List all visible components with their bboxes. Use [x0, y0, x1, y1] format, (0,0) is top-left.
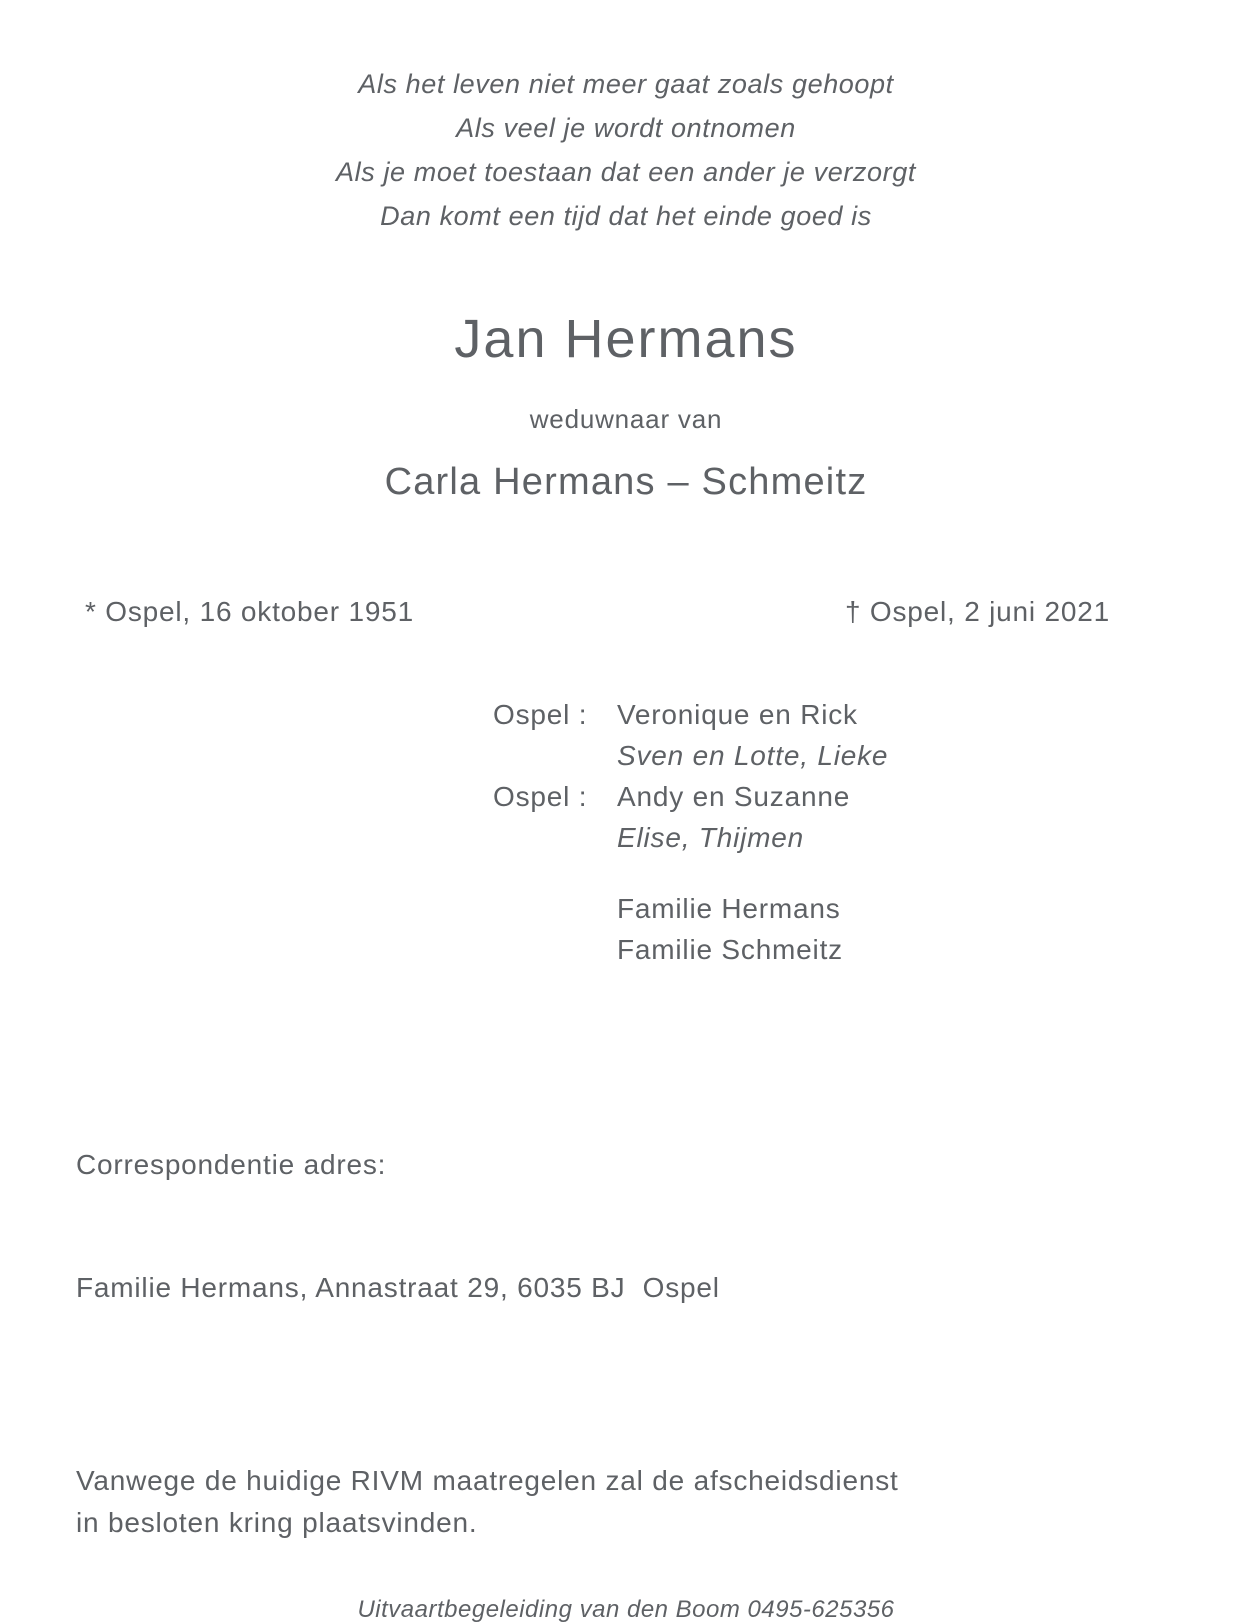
family-surname: Familie Hermans — [617, 893, 841, 924]
family-entries — [493, 694, 1252, 858]
notice-block — [76, 1460, 1252, 1544]
family-surname: Familie Schmeitz — [617, 934, 843, 965]
family-names-line: Andy en Suzanne — [617, 781, 851, 812]
family-place — [493, 735, 617, 776]
deceased-name: Jan Hermans — [454, 309, 798, 369]
funeral-service-credit: Uitvaartbegeleiding van den Boom 0495-625356 — [357, 1596, 895, 1623]
poem-line: Dan komt een tijd dat het einde goed is — [380, 201, 872, 231]
poem — [0, 0, 1252, 238]
correspondence-label: Correspondentie adres: — [76, 1149, 387, 1180]
family-block — [493, 694, 1252, 970]
family-place — [493, 817, 617, 858]
family-place: Ospel : — [493, 781, 588, 812]
family-children-line: Elise, Thijmen — [617, 822, 805, 853]
spouse-name: Carla Hermans – Schmeitz — [384, 461, 868, 503]
poem-line: Als je moet toestaan dat een ander je verzorgt — [336, 157, 916, 187]
notice-line: in besloten kring plaatsvinden. — [76, 1507, 478, 1538]
family-place: Ospel : — [493, 699, 588, 730]
relation-text: weduwnaar van — [529, 404, 723, 434]
family-children-line: Sven en Lotte, Lieke — [617, 740, 889, 771]
dates-row — [0, 596, 1252, 628]
poem-line: Als veel je wordt ontnomen — [456, 113, 796, 143]
poem-line: Als het leven niet meer gaat zoals gehoopt — [358, 69, 894, 99]
family-names-line: Veronique en Rick — [617, 699, 858, 730]
family-surnames — [617, 888, 1252, 970]
death-date: † Ospel, 2 juni 2021 — [844, 596, 1110, 627]
correspondence-address: Familie Hermans, Annastraat 29, 6035 BJ Ospel — [76, 1272, 720, 1303]
correspondence-block — [76, 1062, 1252, 1390]
notice-line: Vanwege de huidige RIVM maatregelen zal de afscheidsdienst — [76, 1465, 899, 1496]
birth-date: * Ospel, 16 oktober 1951 — [85, 596, 414, 627]
